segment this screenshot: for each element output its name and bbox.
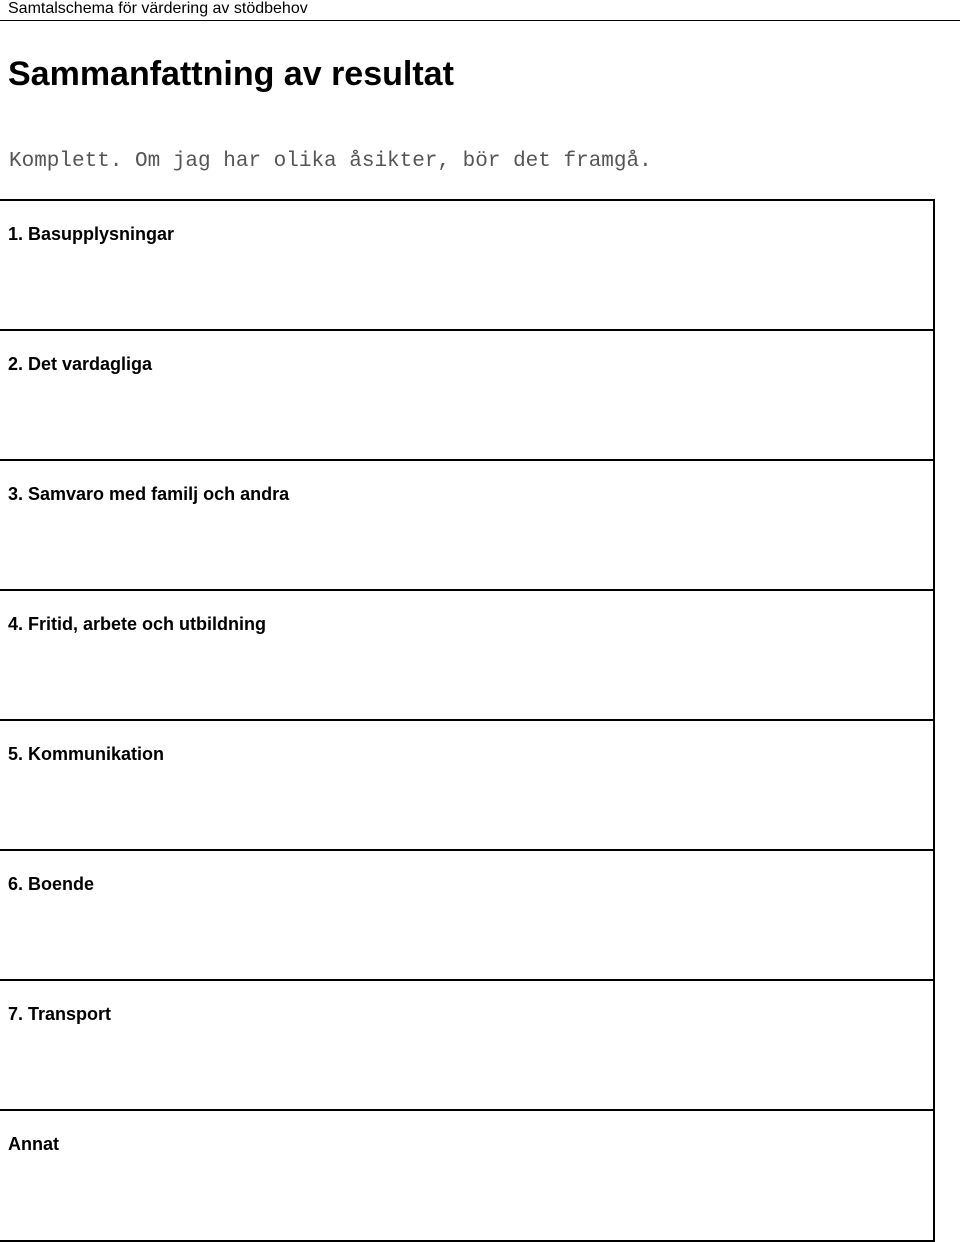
section-samvaro[interactable] (0, 461, 933, 591)
section-label: 5. Kommunikation (8, 744, 165, 764)
page-header (0, 0, 960, 21)
section-label: 7. Transport (8, 1004, 112, 1024)
running-title: Samtalschema för värdering av stödbehov (8, 0, 308, 17)
section-label: Annat (8, 1134, 59, 1154)
section-fritid-arbete-utbildning[interactable] (0, 591, 933, 721)
section-label: 1. Basupplysningar (8, 224, 175, 244)
section-kommunikation[interactable] (0, 721, 933, 851)
section-det-vardagliga[interactable] (0, 331, 933, 461)
section-label: 6. Boende (8, 874, 95, 894)
section-label: 2. Det vardagliga (8, 354, 153, 374)
section-boende[interactable] (0, 851, 933, 981)
section-basupplysningar[interactable] (0, 201, 933, 331)
section-label: 4. Fritid, arbete och utbildning (8, 614, 267, 634)
page-title: Sammanfattning av resultat (8, 55, 454, 93)
section-label: 3. Samvaro med familj och andra (8, 484, 290, 504)
summary-sections (0, 199, 935, 1242)
section-annat[interactable] (0, 1111, 933, 1240)
instruction-note: Komplett. Om jag har olika åsikter, bör det framgå. (9, 150, 652, 173)
section-transport[interactable] (0, 981, 933, 1111)
